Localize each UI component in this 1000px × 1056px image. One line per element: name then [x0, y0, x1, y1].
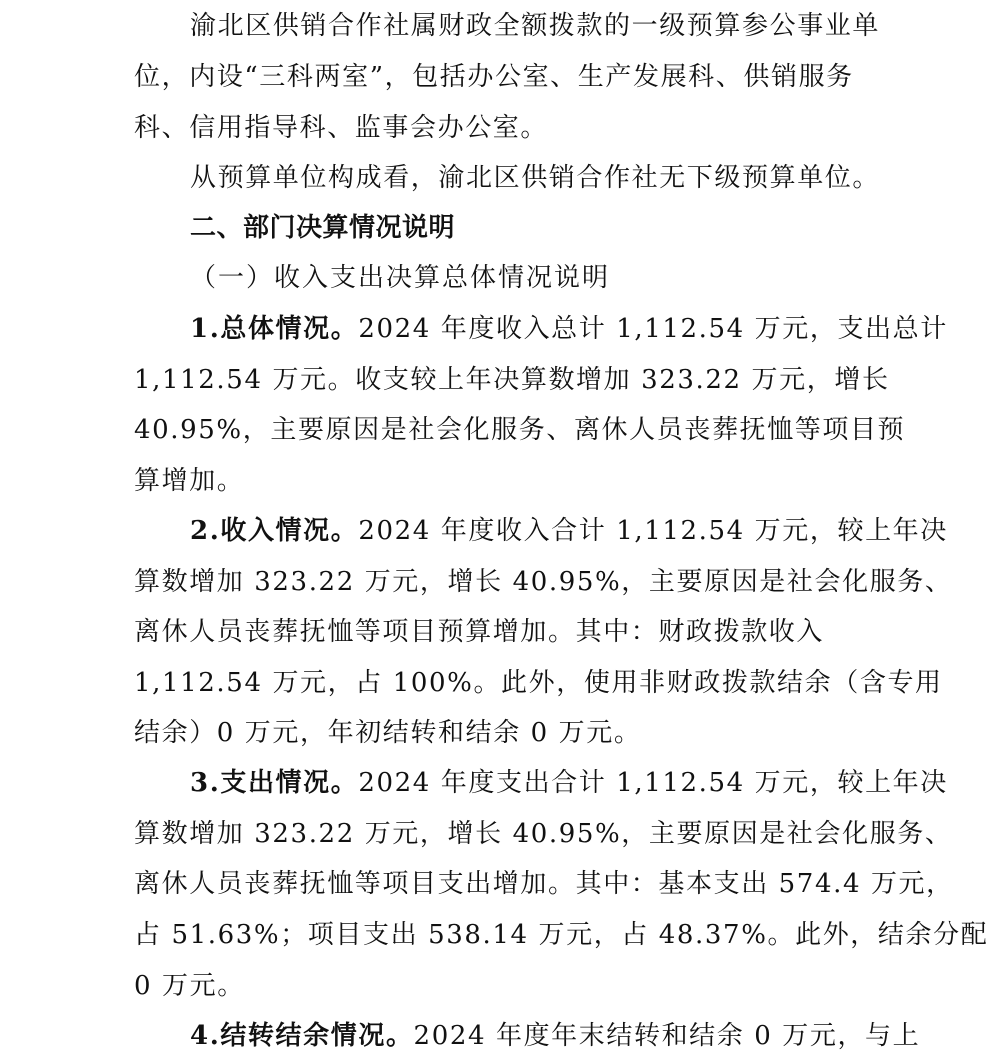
item-line: 算数增加 323.22 万元，增长 40.95%，主要原因是社会化服务、	[134, 567, 953, 597]
item-text: 2024 年度收入总计 1,112.54 万元，支出总计	[358, 314, 948, 344]
item-text: 2024 年度收入合计 1,112.54 万元，较上年决	[358, 516, 948, 546]
item-line	[190, 1020, 920, 1052]
item-line: 算增加。	[134, 466, 245, 496]
item-line	[190, 313, 948, 345]
item-line: 算数增加 323.22 万元，增长 40.95%，主要原因是社会化服务、	[134, 819, 953, 849]
item-line: 1,112.54 万元，占 100%。此外，使用非财政拨款结余（含专用	[134, 668, 943, 698]
paragraph-line: 位，内设“三科两室”，包括办公室、生产发展科、供销服务	[134, 62, 854, 92]
paragraph-line: 渝北区供销合作社属财政全额拨款的一级预算参公事业单	[190, 11, 881, 41]
section-heading: 二、部门决算情况说明	[190, 213, 456, 243]
item-line: 离休人员丧葬抚恤等项目支出增加。其中：基本支出 574.4 万元，	[134, 869, 954, 899]
item-title: 3.支出情况。	[190, 768, 359, 798]
paragraph-line: 科、信用指导科、监事会办公室。	[134, 113, 549, 143]
item-line: 1,112.54 万元。收支较上年决算数增加 323.22 万元，增长	[134, 365, 890, 395]
item-line	[190, 767, 948, 799]
item-title: 1.总体情况。	[190, 314, 359, 344]
item-text: 2024 年度支出合计 1,112.54 万元，较上年决	[358, 768, 948, 798]
item-line: 离休人员丧葬抚恤等项目预算增加。其中：财政拨款收入	[134, 617, 825, 647]
item-title: 2.收入情况。	[190, 516, 359, 546]
item-line: 占 51.63%；项目支出 538.14 万元，占 48.37%。此外，结余分配	[134, 920, 989, 950]
item-text: 2024 年度年末结转和结余 0 万元，与上	[413, 1021, 921, 1051]
subsection-heading: （一）收入支出决算总体情况说明	[190, 263, 611, 293]
item-line	[190, 515, 948, 547]
item-title: 4.结转结余情况。	[190, 1021, 414, 1051]
item-line: 40.95%，主要原因是社会化服务、离休人员丧葬抚恤等项目预	[134, 415, 906, 445]
item-line: 0 万元。	[134, 971, 245, 1001]
item-line: 结余）0 万元，年初结转和结余 0 万元。	[134, 718, 642, 748]
paragraph-line: 从预算单位构成看，渝北区供销合作社无下级预算单位。	[190, 163, 881, 193]
